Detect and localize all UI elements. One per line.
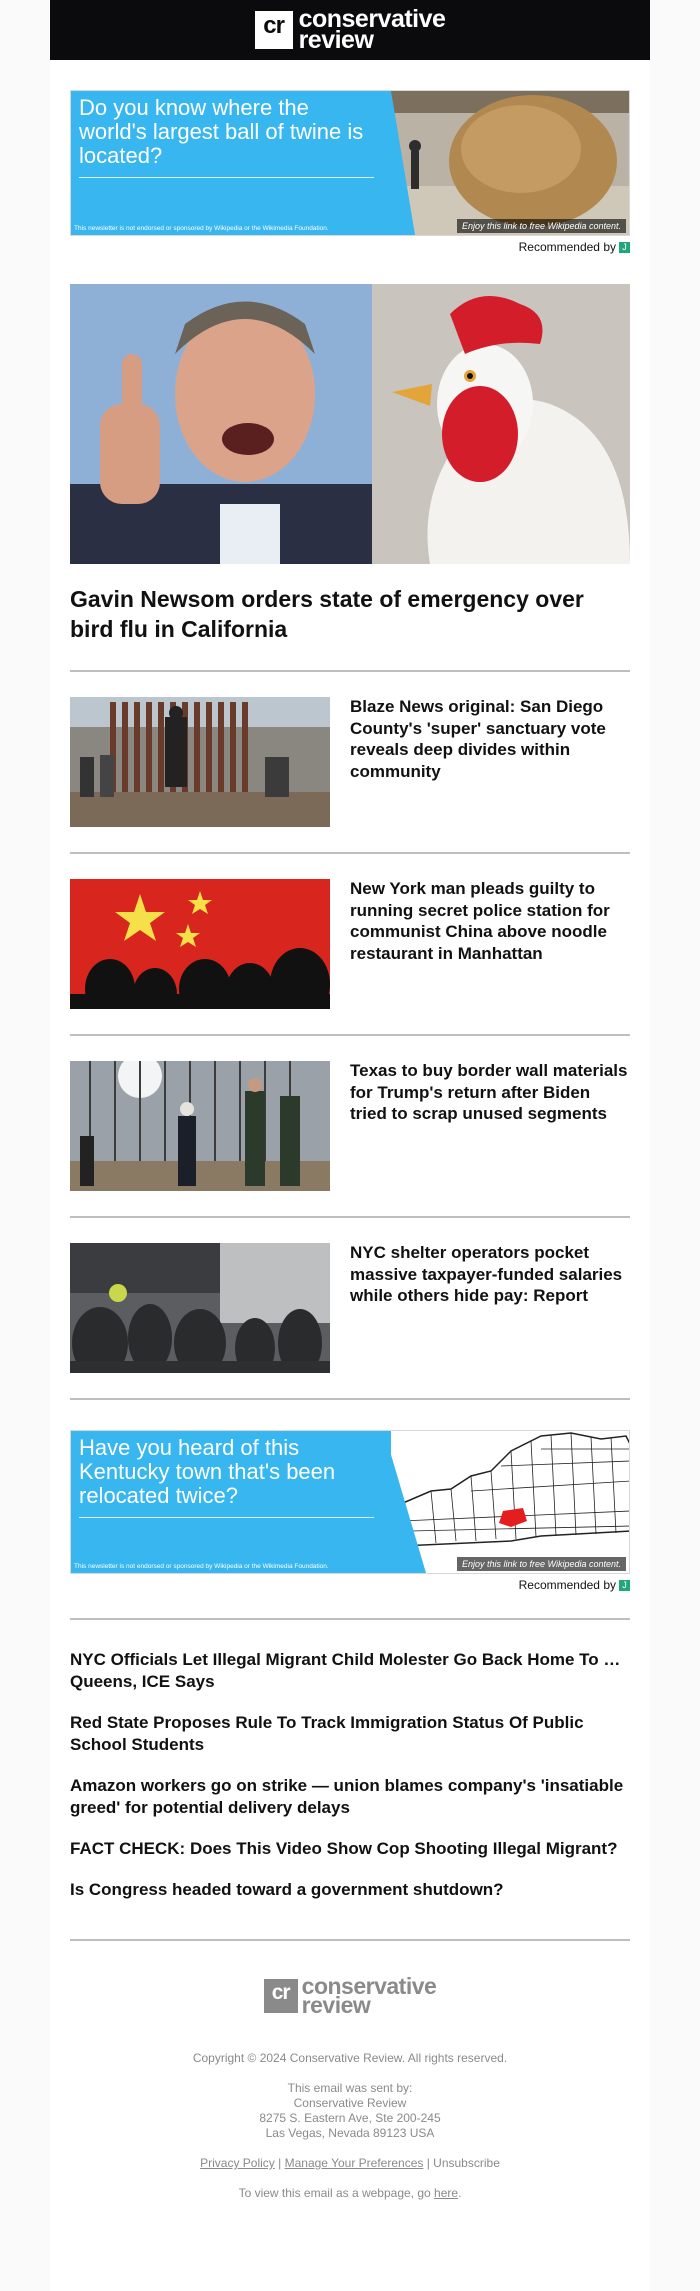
email-container [50, 0, 650, 2291]
copyright-text: Copyright © 2024 Conservative Review. All rights reserved. [192, 2051, 508, 2065]
footer-logo-mark: cr [264, 1979, 298, 2013]
wikipedia-ad-kentucky[interactable] [70, 1430, 630, 1574]
recommended-label: Recommended by [518, 240, 616, 254]
story-headline[interactable]: Texas to buy border wall materials for Trump's return after Biden tried to scrap unused segments [350, 1061, 628, 1123]
headline-link[interactable]: Red State Proposes Rule To Track Immigration Status Of Public School Students [70, 1713, 584, 1754]
ad-question: Do you know where the world's largest ball of twine is located? [79, 95, 364, 168]
unsubscribe-link[interactable]: Unsubscribe [433, 2156, 500, 2170]
story-thumbnail [70, 1061, 330, 1191]
ad-question: Have you heard of this Kentucky town that's been relocated twice? [79, 1435, 336, 1508]
story-thumbnail [70, 879, 330, 1009]
privacy-policy-link[interactable]: Privacy Policy [200, 2156, 275, 2170]
footer-links: Privacy Policy | Manage Your Preferences | Unsubscribe [200, 2156, 500, 2170]
brand-logo[interactable] [255, 5, 446, 54]
story-headline[interactable]: NYC shelter operators pocket massive taxpayer-funded salaries while others hide pay: Report [350, 1243, 623, 1305]
footer-logo-wordmark [301, 1973, 437, 2018]
story-thumbnail [70, 1243, 330, 1373]
story-headline[interactable]: Blaze News original: San Diego County's 'super' sanctuary vote reveals deep divides within community [350, 697, 606, 781]
story-item[interactable] [70, 1218, 630, 1398]
recommended-label: Recommended by [518, 1578, 616, 1592]
ad-divider [79, 177, 374, 178]
footer-logo-line-2: review [301, 1992, 371, 2018]
address-line-1: 8275 S. Eastern Ave, Ste 200-245 [259, 2111, 441, 2125]
ad-divider [79, 1517, 374, 1518]
ad-enjoy-caption: Enjoy this link to free Wikipedia content. [457, 1557, 626, 1571]
webpage-note [70, 2186, 630, 2201]
header-bar [50, 0, 650, 60]
company-name: Conservative Review [293, 2096, 407, 2110]
ad-fine-print: This newsletter is not endorsed or sponsored by Wikipedia or the Wikimedia Foundation. [74, 1563, 329, 1570]
footer-logo-line-1: conservative [301, 1973, 437, 1999]
headline-links [70, 1620, 630, 1901]
headline-link[interactable]: NYC Officials Let Illegal Migrant Child Molester Go Back Home To … Queens, ICE Says [70, 1650, 621, 1691]
footer-logo[interactable] [70, 1973, 630, 2018]
hero-image[interactable] [70, 284, 630, 564]
ad-slant-edge [374, 1431, 434, 1573]
headline-link[interactable]: Amazon workers go on strike — union blames company's 'insatiable greed' for potential delivery delays [70, 1776, 624, 1817]
hero-headline[interactable]: Gavin Newsom orders state of emergency over bird flu in California [70, 586, 584, 642]
logo-wordmark [298, 5, 446, 54]
sent-by-label: This email was sent by: [287, 2081, 413, 2095]
logo-line-2: review [298, 26, 374, 54]
ad-fine-print: This newsletter is not endorsed or sponsored by Wikipedia or the Wikimedia Foundation. [74, 225, 329, 232]
recommended-by[interactable] [70, 1578, 630, 1592]
view-webpage-link[interactable]: here [434, 2186, 459, 2200]
newsom-and-rooster-photo [70, 284, 630, 564]
webpage-suffix: . [458, 2186, 462, 2200]
ad-slant-edge [379, 91, 419, 235]
story-thumbnail [70, 697, 330, 827]
webpage-prefix: To view this email as a webpage, go [238, 2186, 431, 2200]
nyc-shelter-line-photo [70, 1243, 330, 1373]
story-item[interactable] [70, 854, 630, 1034]
footer [70, 1941, 630, 2201]
headline-link[interactable]: FACT CHECK: Does This Video Show Cop Shooting Illegal Migrant? [70, 1839, 618, 1858]
wikipedia-ad-twine[interactable] [70, 90, 630, 236]
border-migrants-photo [70, 697, 330, 827]
logo-mark: cr [255, 11, 293, 49]
china-flag-silhouettes-photo [70, 879, 330, 1009]
ad-enjoy-caption: Enjoy this link to free Wikipedia content. [457, 219, 626, 233]
story-item[interactable] [70, 1036, 630, 1216]
logo-line-1: conservative [298, 5, 446, 33]
border-wall-visit-photo [70, 1061, 330, 1191]
story-headline[interactable]: New York man pleads guilty to running secret police station for communist China above noodle restaurant in Manhattan [350, 879, 610, 963]
section-divider [70, 1398, 630, 1400]
manage-preferences-link[interactable]: Manage Your Preferences [284, 2156, 424, 2170]
recommended-by[interactable] [70, 240, 630, 254]
recommender-badge: J [619, 242, 630, 253]
story-item[interactable] [70, 672, 630, 852]
address-line-2: Las Vegas, Nevada 89123 USA [265, 2126, 435, 2140]
headline-link[interactable]: Is Congress headed toward a government shutdown? [70, 1880, 504, 1899]
recommender-badge: J [619, 1580, 630, 1591]
